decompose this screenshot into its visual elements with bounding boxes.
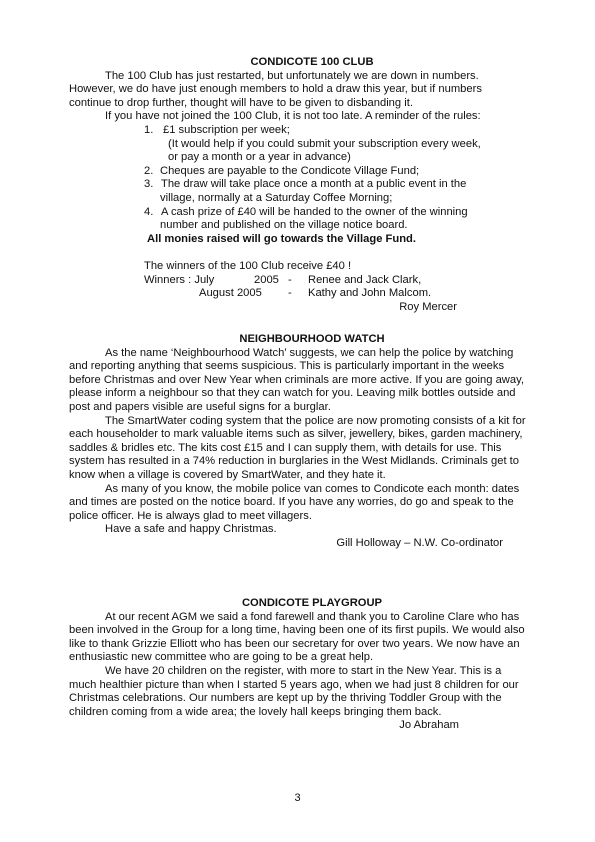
rule-item bbox=[69, 165, 527, 179]
rule-item bbox=[69, 178, 527, 192]
watch-heading: NEIGHBOURHOOD WATCH bbox=[239, 333, 385, 345]
rule-number: 2. bbox=[144, 164, 154, 177]
watch-paragraph: As the name ‘Neighbourhood Watch’ suggests, we can help the police by watching and reporting anything that seems suspicious. This is particularly important in the weeks before Christmas and over New Year when criminals are more active. If you are going away, please inform a neighbour so that they can watch for you. Leaving milk bottles outside and post and papers visible are useful signs for a burglar. bbox=[69, 346, 524, 413]
club-heading: CONDICOTE 100 CLUB bbox=[250, 56, 374, 68]
funds-note: All monies raised will go towards the Village Fund. bbox=[147, 232, 416, 245]
playgroup-heading: CONDICOTE PLAYGROUP bbox=[241, 597, 383, 609]
watch-section bbox=[69, 333, 527, 551]
rule-text: number and published on the village notice board. bbox=[160, 219, 408, 232]
club-paragraph: The 100 Club has just restarted, but unfortunately we are down in numbers. However, we do have just enough members to hold a draw this year, but if numbers continue to drop further, thought will have to be given to disbanding it. bbox=[69, 69, 482, 109]
club-paragraph: If you have not joined the 100 Club, it is not too late. A reminder of the rules: bbox=[105, 110, 481, 123]
winner-year: 2005 bbox=[254, 273, 279, 286]
club-section bbox=[69, 56, 527, 314]
rule-number: 4. bbox=[144, 205, 154, 218]
winners-july-row bbox=[69, 274, 527, 288]
rule-text: A cash prize of £40 will be handed to the owner of the winning bbox=[161, 205, 468, 218]
club-rules-list bbox=[69, 124, 527, 233]
playgroup-paragraph: At our recent AGM we said a fond farewell and thank you to Caroline Clare who has been involved in the Group for a long time, having been one of its first pupils. We would also like to thank Grizzie Elliott who has been our secretary for over two years. We now have an enthusiastic new committee who are going to be a great help. bbox=[69, 610, 525, 664]
rule-number: 1. bbox=[144, 123, 154, 136]
playgroup-section bbox=[69, 597, 527, 733]
rule-item bbox=[69, 206, 527, 220]
rule-text: (It would help if you could submit your subscription every week, bbox=[168, 137, 481, 150]
rule-text: or pay a month or a year in advance) bbox=[168, 151, 351, 164]
winners-august-row bbox=[69, 287, 527, 301]
rule-text: Cheques are payable to the Condicote Village Fund; bbox=[160, 164, 420, 177]
rule-text: £1 subscription per week; bbox=[163, 123, 290, 136]
rule-number: 3. bbox=[144, 178, 154, 191]
dash: - bbox=[288, 287, 292, 300]
dash: - bbox=[288, 273, 292, 286]
winner-month: August 2005 bbox=[199, 287, 262, 300]
winners-intro: The winners of the 100 Club receive £40 ! bbox=[144, 259, 352, 272]
playgroup-paragraph: We have 20 children on the register, with more to start in the New Year. This is a much healthier picture than when I started 5 years ago, when we had just 8 children for our Christmas celebrations. Our numbers are kept up by the thriving Toddler Group with the children coming from a wide area; the lovely hall keeps bringing them back. bbox=[69, 664, 519, 718]
rule-item bbox=[69, 124, 527, 138]
club-signature: Roy Mercer bbox=[399, 300, 457, 313]
page-number: 3 bbox=[294, 792, 301, 804]
watch-paragraph: As many of you know, the mobile police van comes to Condicote each month: dates and times are posted on the notice board. If you have any worries, do go and speak to the police officer. He is always glad to meet villagers. bbox=[69, 482, 520, 522]
rule-text: The draw will take place once a month at a public event in the bbox=[161, 178, 467, 191]
rule-text: village, normally at a Saturday Coffee Morning; bbox=[160, 191, 393, 204]
playgroup-signature: Jo Abraham bbox=[399, 719, 459, 732]
watch-paragraph: The SmartWater coding system that the police are now promoting consists of a kit for each householder to mark valuable items such as silver, jewellery, bikes, garden machinery, saddles & bridles etc. The kits cost £15 and I can supply them, with details for use. This system has resulted in a 74% reduction in burglaries in the West Midlands. Criminals get to know when a village is covered by SmartWater, and they hate it. bbox=[69, 414, 526, 481]
winner-names: Renee and Jack Clark, bbox=[308, 273, 422, 286]
winner-names: Kathy and John Malcom. bbox=[308, 287, 432, 300]
winners-label: Winners : July bbox=[144, 273, 215, 286]
watch-paragraph: Have a safe and happy Christmas. bbox=[105, 523, 277, 536]
watch-signature: Gill Holloway – N.W. Co-ordinator bbox=[336, 536, 503, 549]
